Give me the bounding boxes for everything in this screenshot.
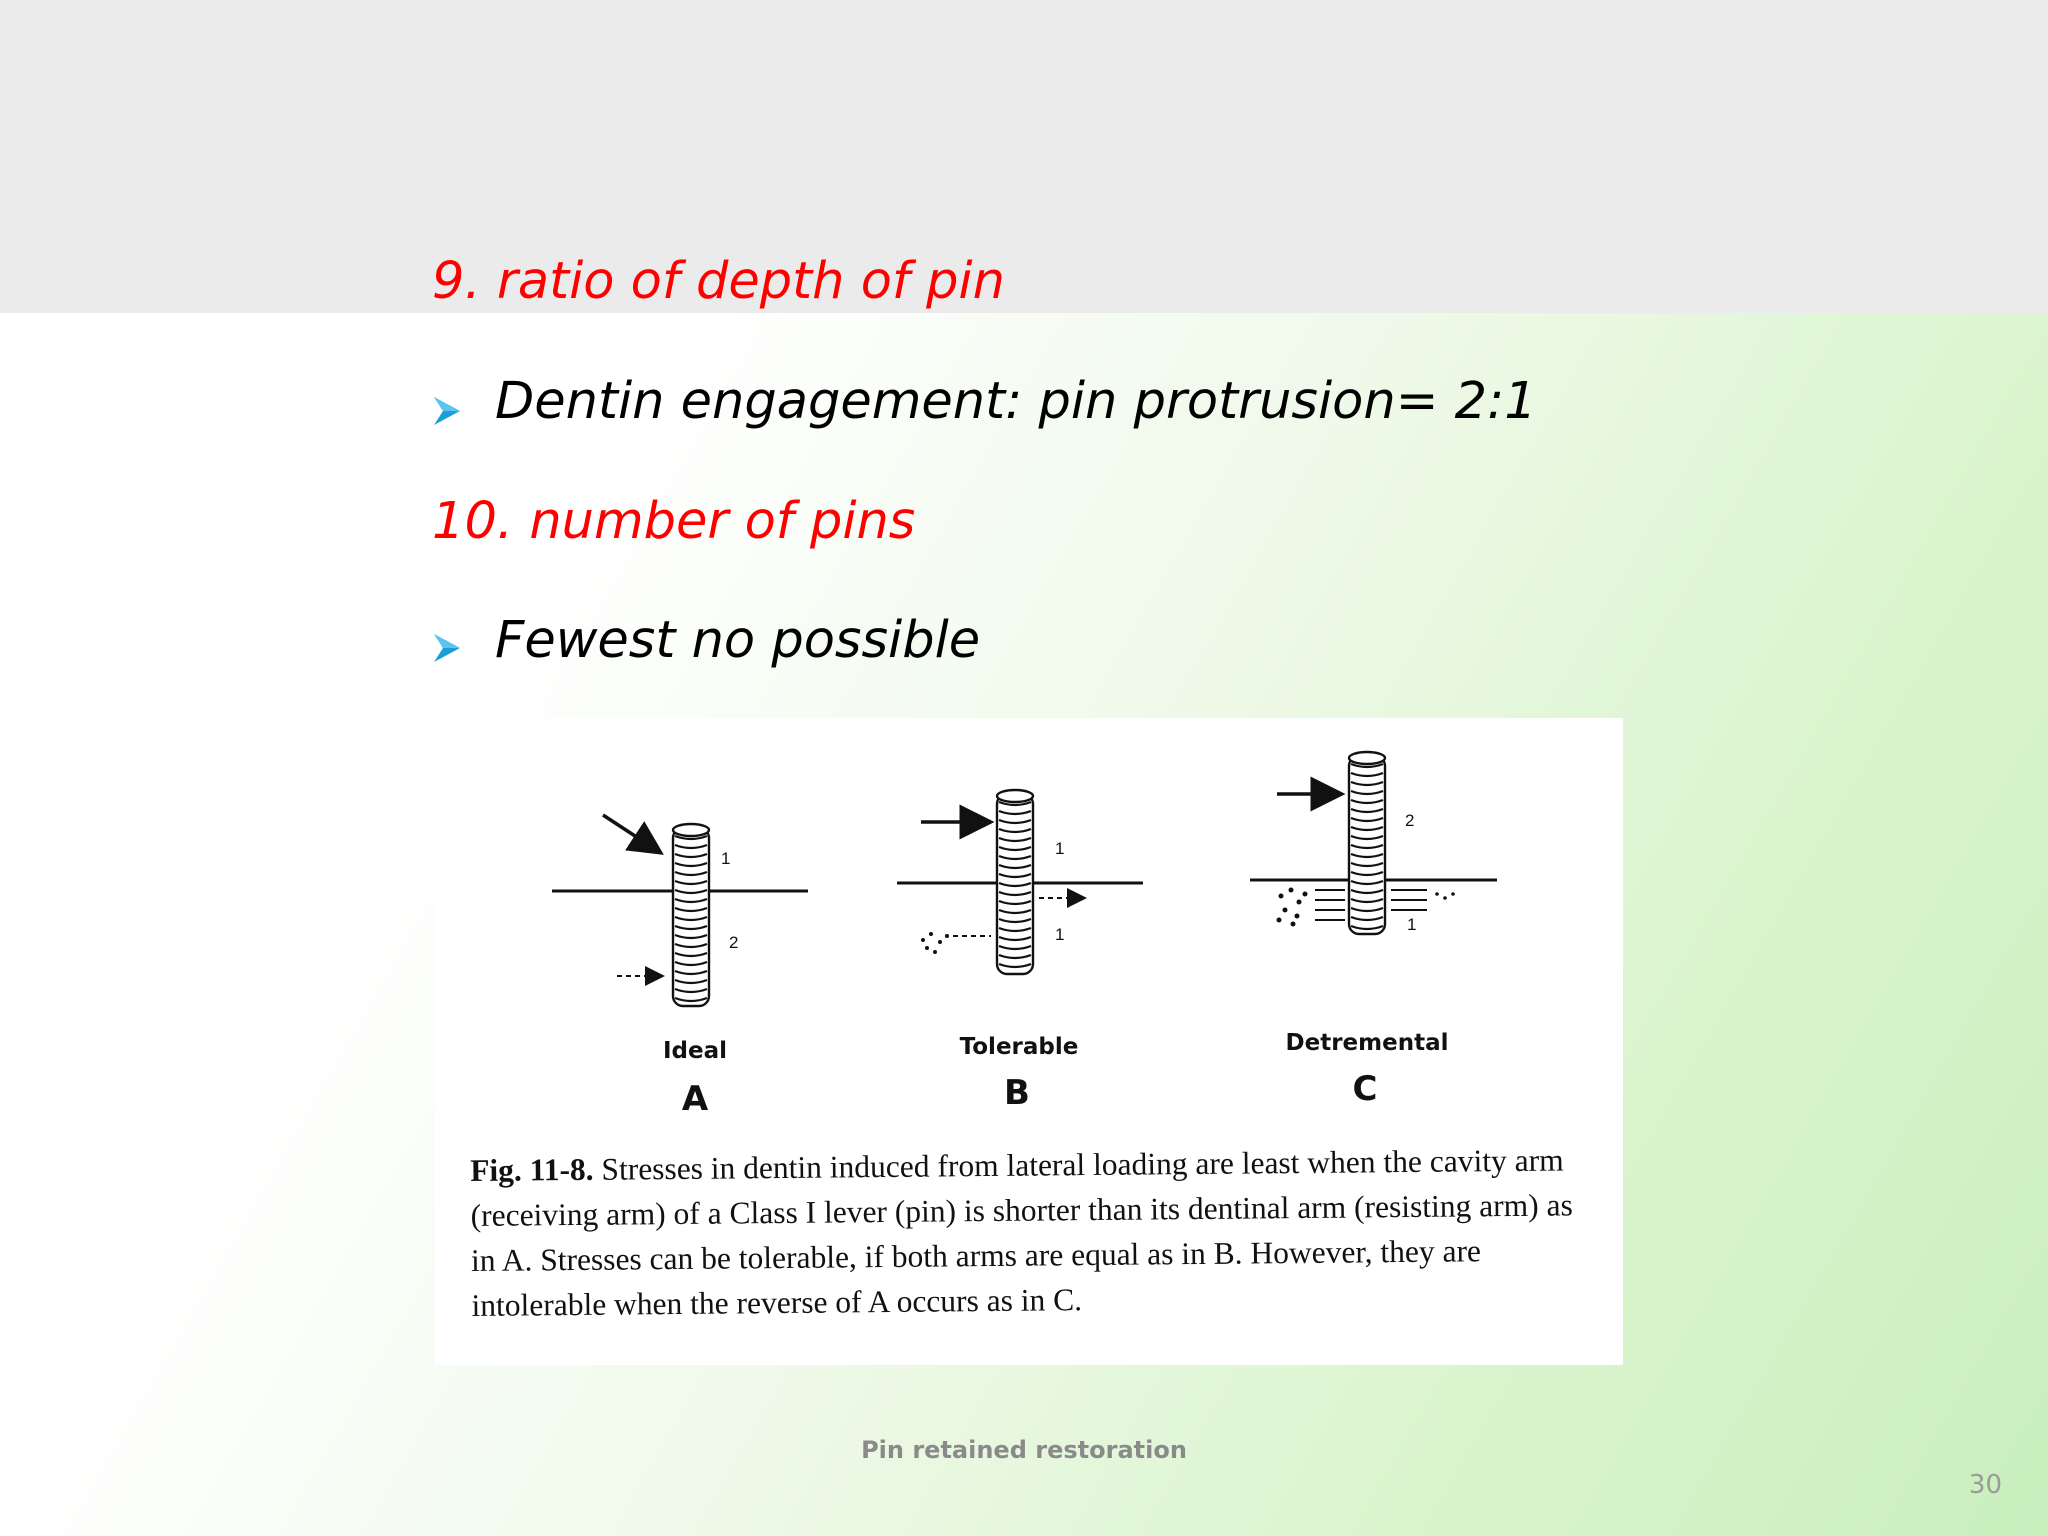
- panel-c-label: Detremental: [1285, 1030, 1449, 1056]
- panel-a-diagram: [552, 815, 808, 1119]
- pin-diagrams: [435, 718, 1623, 1138]
- panel-c-mark-1: 2: [1405, 811, 1415, 830]
- panel-a-letter: A: [681, 1079, 709, 1119]
- bullet-dentin-engagement: Dentin engagement: pin protrusion= 2:1: [495, 372, 1537, 431]
- panel-c-mark-2: 1: [1407, 915, 1417, 934]
- panel-c-letter: C: [1352, 1069, 1378, 1109]
- panel-c-diagram: [1250, 752, 1497, 1109]
- panel-b-diagram: [897, 790, 1143, 1113]
- pin-icon: [1349, 752, 1385, 934]
- pin-icon: [673, 824, 709, 1006]
- panel-a-mark-1: 1: [721, 849, 731, 868]
- panel-a-label: Ideal: [662, 1038, 728, 1064]
- panel-b-mark-1: 1: [1055, 839, 1065, 858]
- bullet-arrow-icon: [432, 395, 462, 427]
- heading-number-of-pins: 10. number of pins: [432, 492, 916, 551]
- slide-footer: Pin retained restoration: [861, 1436, 1187, 1464]
- figure-caption-text: Stresses in dentin induced from lateral loading are least when the cavity arm (receiving arm) of a Class I lever (pin) is shorter than its dentinal arm (resisting arm) as in A. Stresses can be tolerable, if both arms are equal as in B. However, they are intolerable when the reverse of A occurs as in C.: [470, 1142, 1573, 1323]
- heading-ratio-depth: 9. ratio of depth of pin: [432, 252, 1005, 311]
- pin-stress-figure: [435, 718, 1623, 1365]
- stress-dots: [921, 932, 949, 954]
- figure-caption: [470, 1137, 1592, 1328]
- panel-b-label: Tolerable: [959, 1034, 1079, 1060]
- page-number: 30: [1968, 1470, 2002, 1500]
- panel-b-mark-2: 1: [1055, 925, 1065, 944]
- bullet-fewest-pins: Fewest no possible: [495, 611, 981, 670]
- header-band: [0, 0, 2048, 313]
- panel-a-mark-2: 2: [729, 933, 739, 952]
- figure-caption-label: Fig. 11-8.: [470, 1151, 594, 1188]
- bullet-arrow-icon: [432, 632, 462, 664]
- panel-b-letter: B: [1004, 1073, 1030, 1113]
